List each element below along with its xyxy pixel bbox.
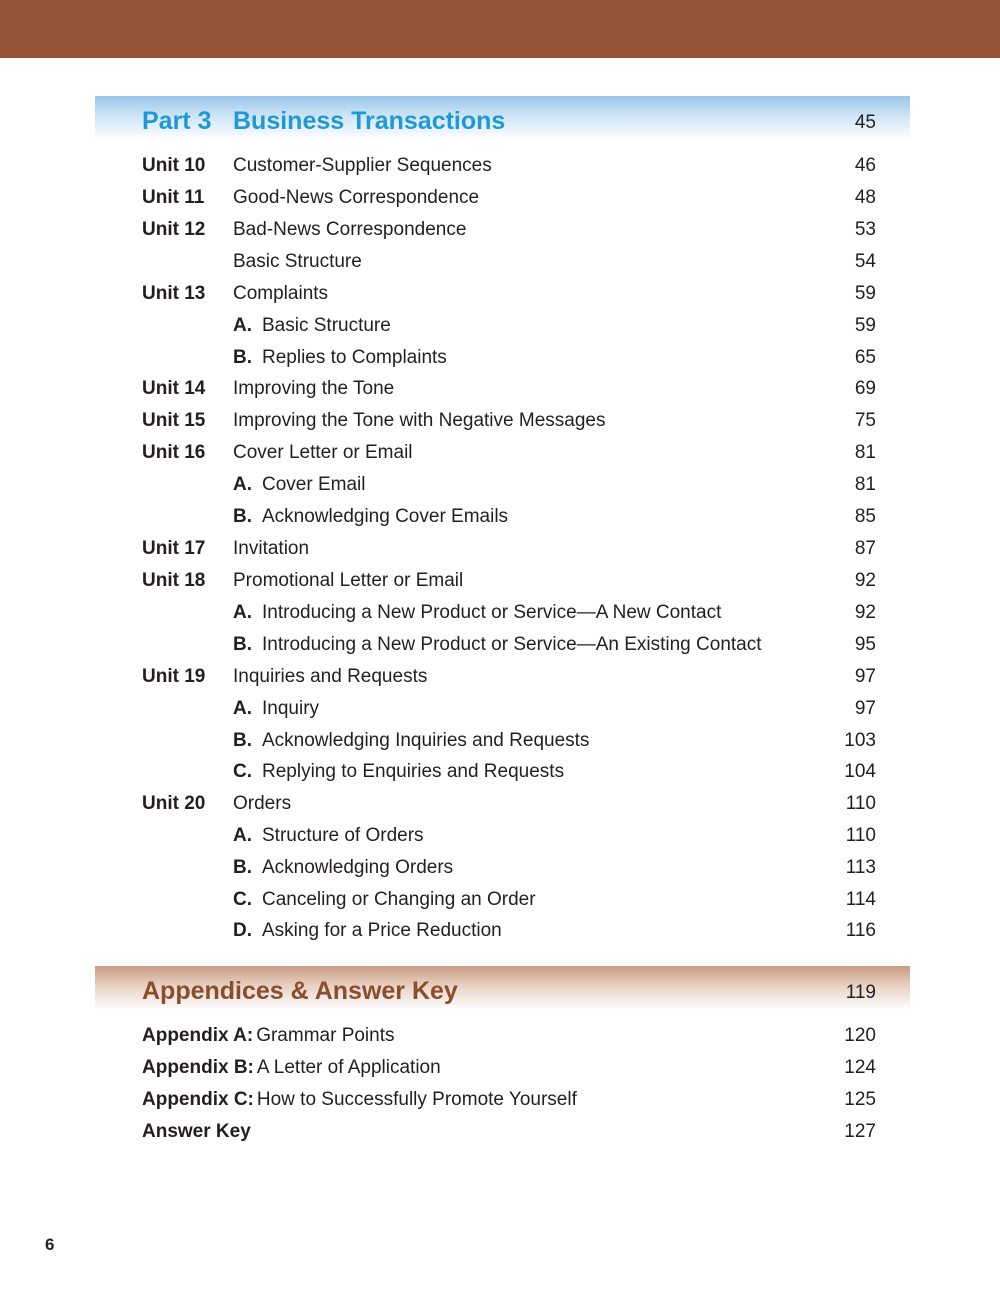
appendix-label: Appendix A:: [142, 1025, 254, 1046]
entry-page: 124: [844, 1057, 876, 1078]
toc-entry[interactable]: [142, 664, 876, 690]
appendix-entry[interactable]: [142, 1023, 876, 1049]
entry-title: Acknowledging Orders: [262, 857, 454, 878]
unit-label: Unit 10: [142, 155, 206, 176]
sub-letter: C.: [233, 761, 252, 782]
part-number: Part 3: [142, 107, 212, 135]
entry-title: Introducing a New Product or Service—A New Contact: [262, 602, 722, 623]
sub-letter: B.: [233, 857, 252, 878]
entry-page: 110: [845, 825, 876, 846]
entry-title: Replies to Complaints: [262, 347, 447, 368]
appendix-entry[interactable]: [142, 1055, 876, 1081]
entry-page: 97: [854, 698, 876, 719]
sub-letter: B.: [233, 634, 252, 655]
toc-subentry[interactable]: [142, 823, 876, 849]
toc-entry[interactable]: [142, 249, 876, 275]
toc-subentry[interactable]: [142, 728, 876, 754]
entry-page: 125: [844, 1089, 876, 1110]
appendix-entry[interactable]: [142, 1087, 876, 1113]
part-page: 45: [854, 112, 876, 133]
answer-key-label: Answer Key: [142, 1121, 251, 1142]
sub-letter: B.: [233, 506, 252, 527]
entry-page: 87: [854, 538, 876, 559]
toc-entry[interactable]: [142, 281, 876, 307]
entry-title: Bad-News Correspondence: [233, 219, 467, 240]
toc-entry[interactable]: [142, 408, 876, 434]
unit-label: Unit 15: [142, 410, 206, 431]
sub-letter: B.: [233, 347, 252, 368]
unit-label: Unit 19: [142, 666, 206, 687]
unit-label: Unit 20: [142, 793, 206, 814]
entry-title: Improving the Tone with Negative Messages: [233, 410, 606, 431]
toc-entry[interactable]: [142, 791, 876, 817]
entry-title: Good-News Correspondence: [233, 187, 480, 208]
unit-label: Unit 16: [142, 442, 206, 463]
entry-title: Acknowledging Inquiries and Requests: [262, 730, 590, 751]
unit-label: Unit 11: [142, 187, 205, 208]
entry-title: Basic Structure: [262, 315, 391, 336]
sub-letter: A.: [233, 315, 252, 336]
toc-subentry[interactable]: [142, 345, 876, 371]
appendix-label: Appendix C:: [142, 1089, 254, 1110]
toc-subentry[interactable]: [142, 472, 876, 498]
entry-title: Cover Email: [262, 474, 366, 495]
entry-page: 48: [854, 187, 876, 208]
entry-title: Inquiry: [262, 698, 320, 719]
toc-subentry[interactable]: [142, 632, 876, 658]
entry-title: Inquiries and Requests: [233, 666, 428, 687]
entry-page: 110: [845, 793, 876, 814]
entry-page: 97: [854, 666, 876, 687]
entry-page: 65: [854, 347, 876, 368]
entry-page: 53: [854, 219, 876, 240]
entry-title: Complaints: [233, 283, 329, 304]
unit-label: Unit 14: [142, 378, 206, 399]
sub-letter: A.: [233, 474, 252, 495]
entry-title: Improving the Tone: [233, 378, 395, 399]
entry-page: 104: [844, 761, 876, 782]
entry-title: Promotional Letter or Email: [233, 570, 464, 591]
toc-entry[interactable]: [142, 568, 876, 594]
unit-label: Unit 13: [142, 283, 206, 304]
toc-subentry[interactable]: [142, 504, 876, 530]
entry-page: 85: [854, 506, 876, 527]
entry-title: Basic Structure: [233, 251, 362, 272]
toc-entry[interactable]: [142, 536, 876, 562]
toc-entry[interactable]: [142, 440, 876, 466]
entry-page: 103: [844, 730, 876, 751]
toc-entry[interactable]: [142, 376, 876, 402]
toc-subentry[interactable]: [142, 887, 876, 913]
toc-subentry[interactable]: [142, 759, 876, 785]
entry-title: Replying to Enquiries and Requests: [262, 761, 565, 782]
entry-title: Structure of Orders: [262, 825, 424, 846]
toc-subentry[interactable]: [142, 855, 876, 881]
part-heading: [142, 107, 876, 139]
entry-page: 59: [854, 315, 876, 336]
entry-page: 95: [854, 634, 876, 655]
toc-subentry[interactable]: [142, 918, 876, 944]
toc-entry[interactable]: [142, 153, 876, 179]
appendices-heading: [142, 977, 876, 1009]
sub-letter: C.: [233, 889, 252, 910]
appendices-page: 119: [845, 982, 876, 1003]
part-title: Business Transactions: [233, 107, 506, 135]
entry-page: 75: [854, 410, 876, 431]
sub-letter: A.: [233, 825, 252, 846]
unit-label: Unit 12: [142, 219, 206, 240]
entry-page: 81: [854, 474, 876, 495]
entry-title: Acknowledging Cover Emails: [262, 506, 509, 527]
entry-page: 113: [845, 857, 876, 878]
unit-label: Unit 17: [142, 538, 206, 559]
toc-entry[interactable]: [142, 217, 876, 243]
entry-page: 120: [844, 1025, 876, 1046]
entry-page: 54: [854, 251, 876, 272]
entry-page: 46: [854, 155, 876, 176]
entry-title: Canceling or Changing an Order: [262, 889, 536, 910]
appendix-title: Grammar Points: [256, 1025, 395, 1046]
entry-page: 81: [854, 442, 876, 463]
appendices-title: Appendices & Answer Key: [142, 977, 458, 1005]
entry-page: 92: [854, 570, 876, 591]
toc-entry[interactable]: [142, 185, 876, 211]
entry-page: 116: [845, 920, 876, 941]
answer-key-entry[interactable]: [142, 1119, 876, 1145]
entry-page: 92: [854, 602, 876, 623]
appendix-title: How to Successfully Promote Yourself: [256, 1089, 577, 1110]
entry-title: Customer-Supplier Sequences: [233, 155, 492, 176]
entry-title: Introducing a New Product or Service—An Existing Contact: [262, 634, 762, 655]
sub-letter: A.: [233, 602, 252, 623]
header-color-band: [0, 0, 1000, 58]
entry-page: 69: [854, 378, 876, 399]
toc-subentry[interactable]: [142, 600, 876, 626]
toc-subentry[interactable]: [142, 313, 876, 339]
sub-letter: D.: [233, 920, 252, 941]
sub-letter: A.: [233, 698, 252, 719]
entry-page: 59: [854, 283, 876, 304]
sub-letter: B.: [233, 730, 252, 751]
toc-subentry[interactable]: [142, 696, 876, 722]
entry-page: 114: [845, 889, 876, 910]
page-number: 6: [45, 1235, 55, 1254]
appendix-title: A Letter of Application: [256, 1057, 441, 1078]
unit-label: Unit 18: [142, 570, 206, 591]
entry-title: Invitation: [233, 538, 310, 559]
entry-title: Orders: [233, 793, 292, 814]
entry-title: Asking for a Price Reduction: [262, 920, 502, 941]
appendix-label: Appendix B:: [142, 1057, 254, 1078]
entry-page: 127: [844, 1121, 876, 1142]
entry-title: Cover Letter or Email: [233, 442, 413, 463]
